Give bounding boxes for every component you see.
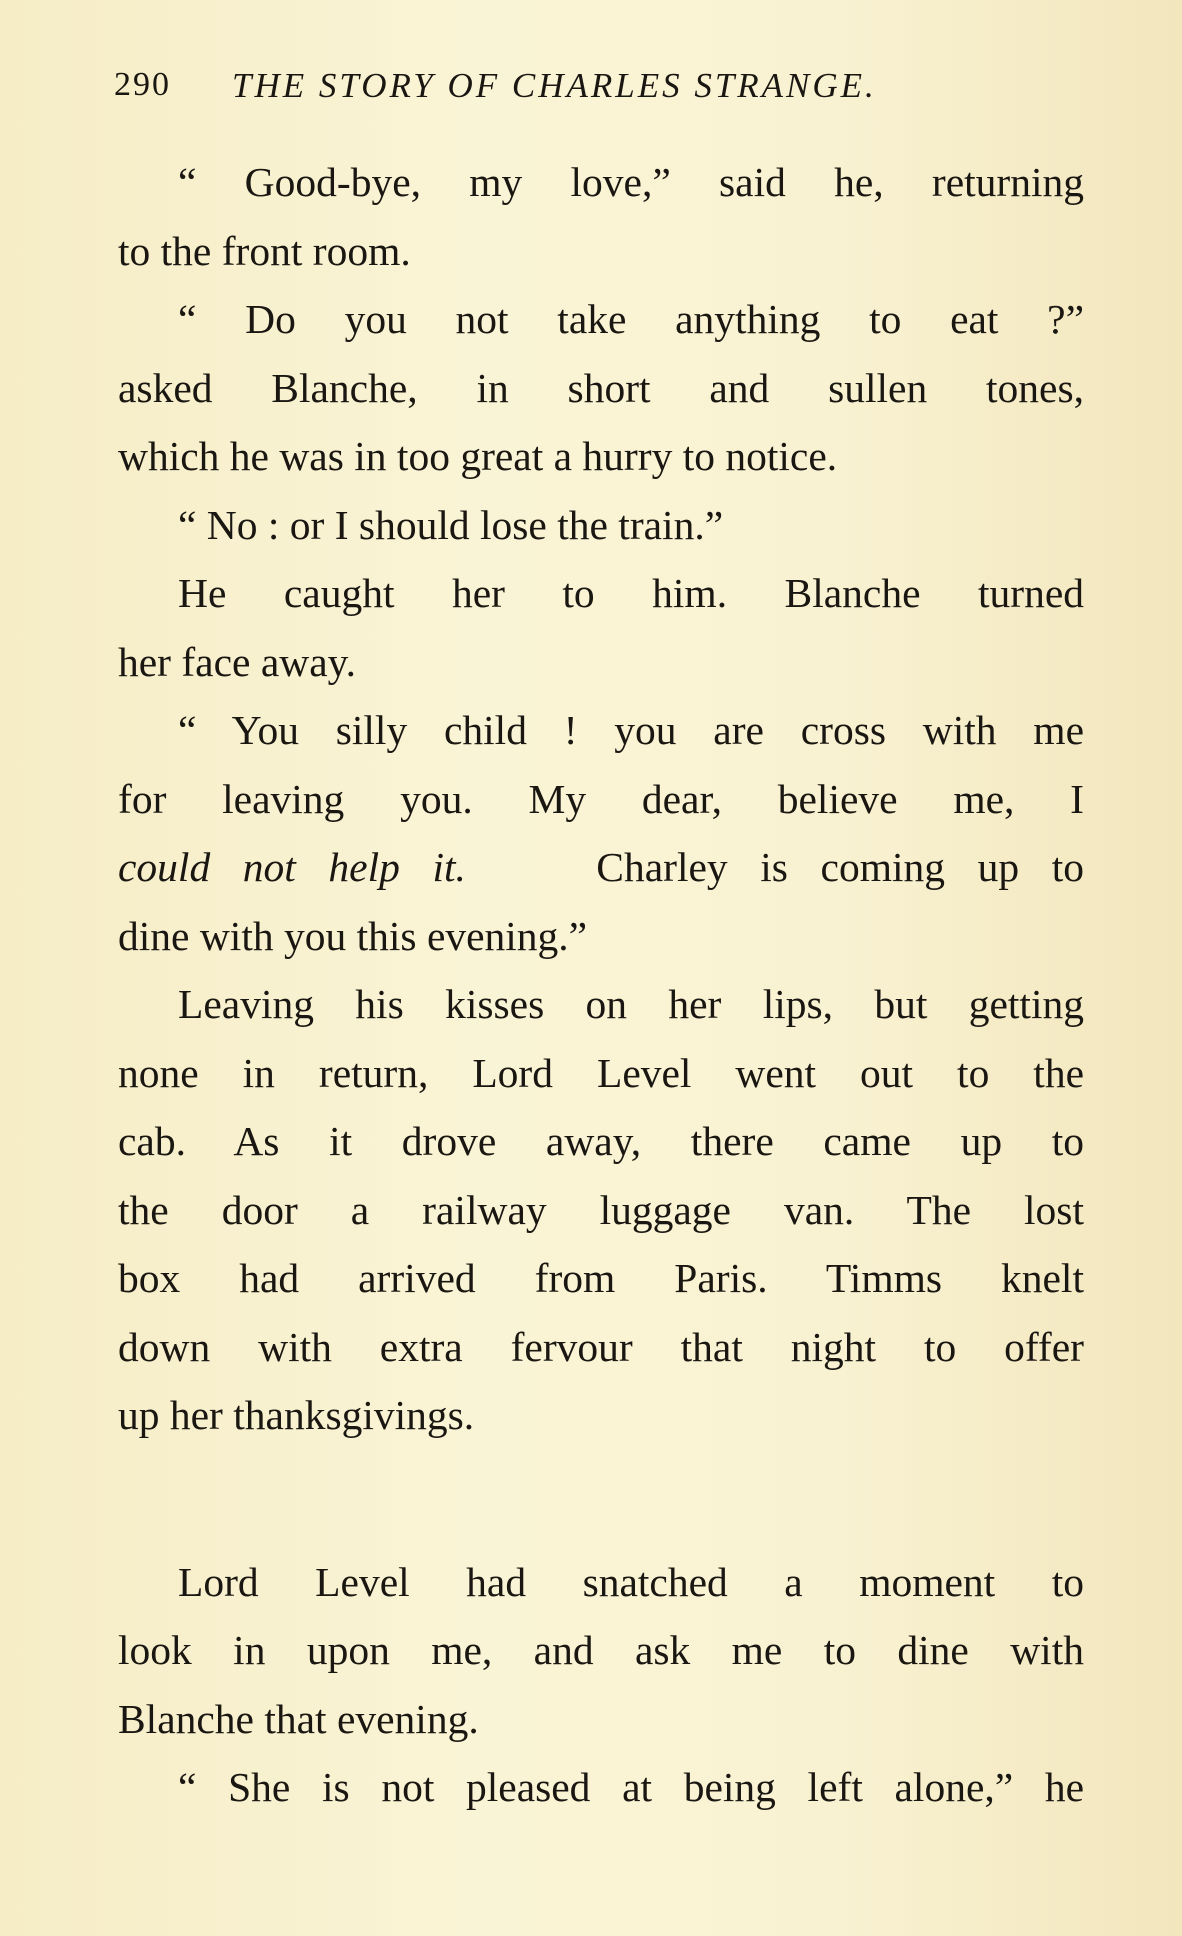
text-line: asked Blanche, in short and sullen tones, [118,364,1084,411]
text-line [118,833,1084,902]
text-line: none in return, Lord Level went out to the [118,1049,1084,1096]
text-line: Leaving his kisses on her lips, but getting [178,981,1084,1027]
text-line: which he was in too great a hurry to notice. [118,433,838,479]
text-line: cab. As it drove away, there came up to [118,1118,1084,1164]
text-line: “ She is not pleased at being left alone,” he [178,1764,1084,1810]
section-break [118,1450,1084,1548]
text-line: her face away. [118,638,357,685]
text-line: Lord Level had snatched a moment to [178,1558,1084,1605]
text-line: look in upon me, and ask me to dine with [118,1627,1084,1673]
text-line: “ You silly child ! you are cross with me [178,707,1084,753]
text-line: “ Good-bye, my love,” said he, returning [178,159,1084,205]
text-line: “ No : or I should lose the train.” [178,501,724,548]
text-line: box had arrived from Paris. Timms knelt [118,1255,1084,1301]
text-span: Charley is coming up to [596,844,1084,890]
text-line: to the front room. [118,227,411,274]
text-line: Blanche that evening. [118,1695,479,1742]
text-line: He caught her to him. Blanche turned [178,570,1084,616]
text-line: down with extra fervour that night to offer [118,1323,1084,1370]
text-line: for leaving you. My dear, believe me, I [118,775,1084,822]
text-line: dine with you this evening.” [118,912,588,959]
running-head [114,62,1014,112]
text-line: up her thanksgivings. [118,1392,475,1438]
body-text [118,148,1084,1822]
running-title: THE STORY OF CHARLES STRANGE. [232,66,877,105]
page-number: 290 [114,66,171,103]
text-line: “ Do you not take anything to eat ?” [178,296,1084,342]
text-line: the door a railway luggage van. The lost [118,1186,1084,1233]
emphasized-text: could not help it. [118,844,466,890]
